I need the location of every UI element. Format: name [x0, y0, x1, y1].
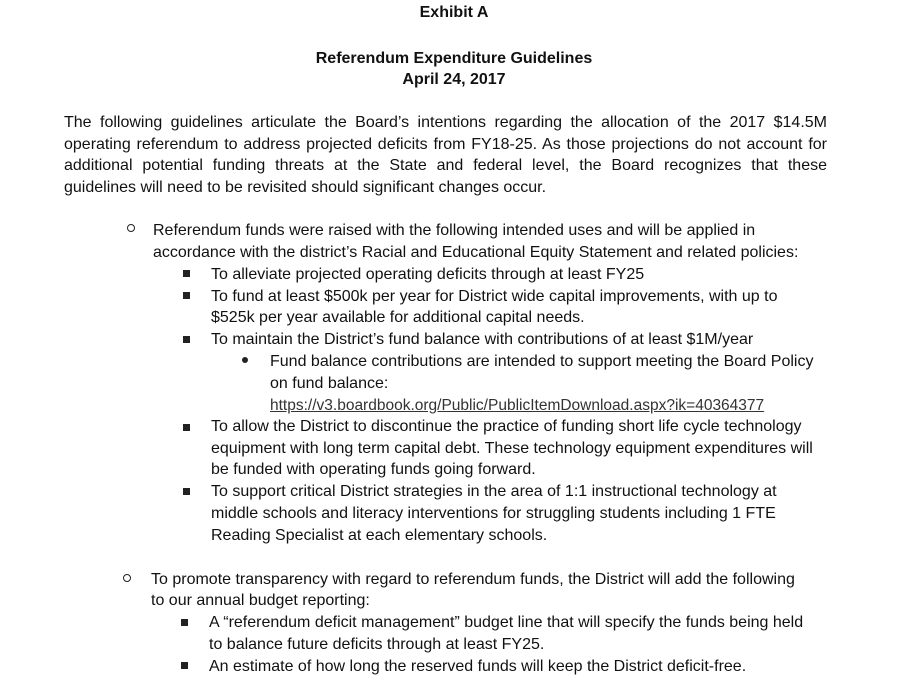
square-bullet	[181, 619, 188, 626]
section2-item-1-line-1: A “referendum deficit management” budget line that will specify the funds being held	[209, 614, 804, 631]
document-date: April 24, 2017	[402, 71, 506, 88]
square-bullet	[181, 662, 188, 669]
section2-item-2-line-1: An estimate of how long the reserved funds will keep the District deficit-free.	[209, 658, 747, 675]
hollow-circle-bullet	[127, 224, 135, 232]
round-bullet	[242, 357, 248, 363]
square-bullet	[183, 424, 190, 431]
section1-item-4-line-3: be funded with operating funds going forward.	[211, 461, 536, 478]
section1-item-2-line-1: To fund at least $500k per year for District wide capital improvements, with up to	[211, 288, 778, 305]
title-text: Referendum Expenditure Guidelines	[315, 50, 593, 67]
square-bullet	[183, 270, 190, 277]
hollow-circle-bullet	[123, 574, 131, 582]
section2-line-2: to our annual budget reporting:	[151, 592, 370, 609]
subitem-line-2: on fund balance:	[270, 375, 389, 392]
section1-item-2-line-2: $525k per year available for additional capital needs.	[211, 309, 585, 326]
section1-item-4-line-1: To allow the District to discontinue the practice of funding short life cycle technology	[211, 418, 802, 435]
section1-item-4-line-2: equipment with long term capital debt. These technology equipment expenditures will	[211, 440, 813, 457]
intro-paragraph: The following guidelines articulate the Board’s intentions regarding the allocation of the 2017 $14.5M operating referendum to address projected deficits from FY18-25. As those projections do not account for additional potential funding threats at the State and federal level, the Board recognizes that these guidelines will need to be revisited should significant changes occur.	[64, 114, 827, 196]
square-bullet	[183, 488, 190, 495]
section1-item-5-line-3: Reading Specialist at each elementary schools.	[211, 527, 548, 544]
square-bullet	[183, 292, 190, 299]
section2-item-1-line-2: to balance future deficits through at least FY25.	[209, 636, 545, 653]
exhibit-label: Exhibit A	[419, 4, 489, 21]
policy-link[interactable]: https://v3.boardbook.org/Public/PublicItemDownload.aspx?ik=40364377	[270, 397, 765, 414]
section1-item-5-line-2: middle schools and literacy interventions for struggling students including 1 FTE	[211, 505, 776, 522]
section1-line-2: accordance with the district’s Racial and Educational Equity Statement and related policies:	[153, 244, 799, 261]
square-bullet	[183, 336, 190, 343]
section1-item-3-line-1: To maintain the District’s fund balance with contributions of at least $1M/year	[211, 331, 754, 348]
section1-item-5-line-1: To support critical District strategies in the area of 1:1 instructional technology at	[211, 483, 777, 500]
document-title	[0, 48, 908, 90]
section1-line-1: Referendum funds were raised with the following intended uses and will be applied in	[153, 222, 756, 239]
subitem-line-1: Fund balance contributions are intended to support meeting the Board Policy	[270, 353, 814, 370]
section1-item-1-line-1: To alleviate projected operating deficits through at least FY25	[211, 266, 645, 283]
section2-line-1: To promote transparency with regard to referendum funds, the District will add the following	[151, 571, 795, 588]
